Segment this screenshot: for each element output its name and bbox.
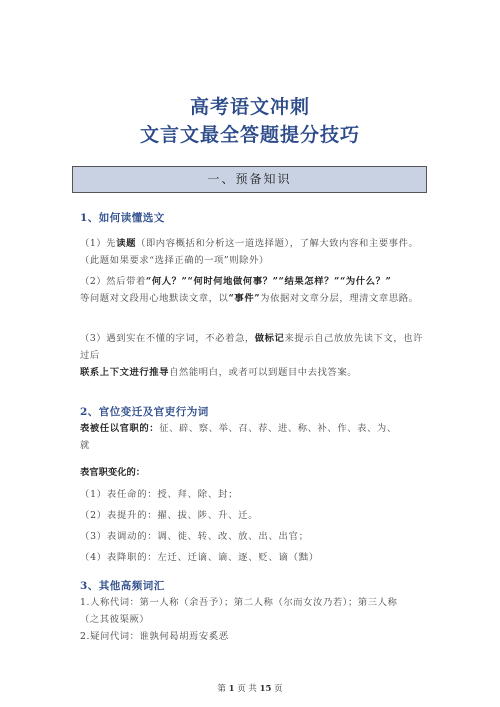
paragraph-words: 1.人称代词：第一人称（余吾予）；第二人称（尔而女汝乃若）；第三人称 （之其彼渠厥） 2.疑问代词：谁孰何曷胡焉安奚恶: [80, 597, 398, 642]
page-total: 15: [259, 684, 272, 694]
paragraph-passive-appointment: 表被任以官职的：征、辟、察、举、召、荐、进、称、补、作、表、为、 就: [80, 423, 397, 451]
paragraph-1: （1）先读题（即内容概括和分析这一道选择题），了解大致内容和主要事件。 （此题如果要求“选择正确的一项”则除外）: [80, 238, 419, 266]
document-title-line2: 文言文最全答题提分技巧: [139, 124, 360, 146]
list-item: （3）表调动的：调、徙、转、改、放、出、出官；: [80, 531, 309, 542]
section-heading-box: 一、预备知识: [72, 166, 427, 193]
paragraph-2: （2）然后带着“何人？”“何时何地做何事？”“结果怎样？”“为什么？” 等问题对文段用心地默读文章，以“事件”为依据对文章分层，理清文章思路。: [80, 276, 419, 304]
list-item: （4）表降职的：左迁、迁谪、谪、逐、贬、谪（黜）: [80, 552, 319, 563]
subheading-2: 2、官位变迁及官吏行为词: [80, 406, 209, 418]
list-item: （1）表任命的：授、拜、除、封；: [80, 489, 239, 500]
change-label: 表官职变化的：: [80, 467, 146, 478]
paragraph-3: （3）遇到实在不懂的字词，不必着急，做标记来提示自己放放先读下文，也许过后 联系上下文进行推导自然能明白，或者可以到题目中去找答案。: [80, 333, 424, 378]
document-title-line1: 高考语文冲刺: [189, 96, 310, 118]
subheading-3: 3、其他高频词汇: [80, 580, 165, 592]
page-footer: 第 1 页 共 15 页: [217, 684, 283, 694]
list-item: （2）表提升的：擢、拔、陟、升、迁。: [80, 510, 259, 521]
page-number: 1: [228, 684, 235, 694]
subheading-1: 1、如何读懂选文: [80, 212, 165, 224]
